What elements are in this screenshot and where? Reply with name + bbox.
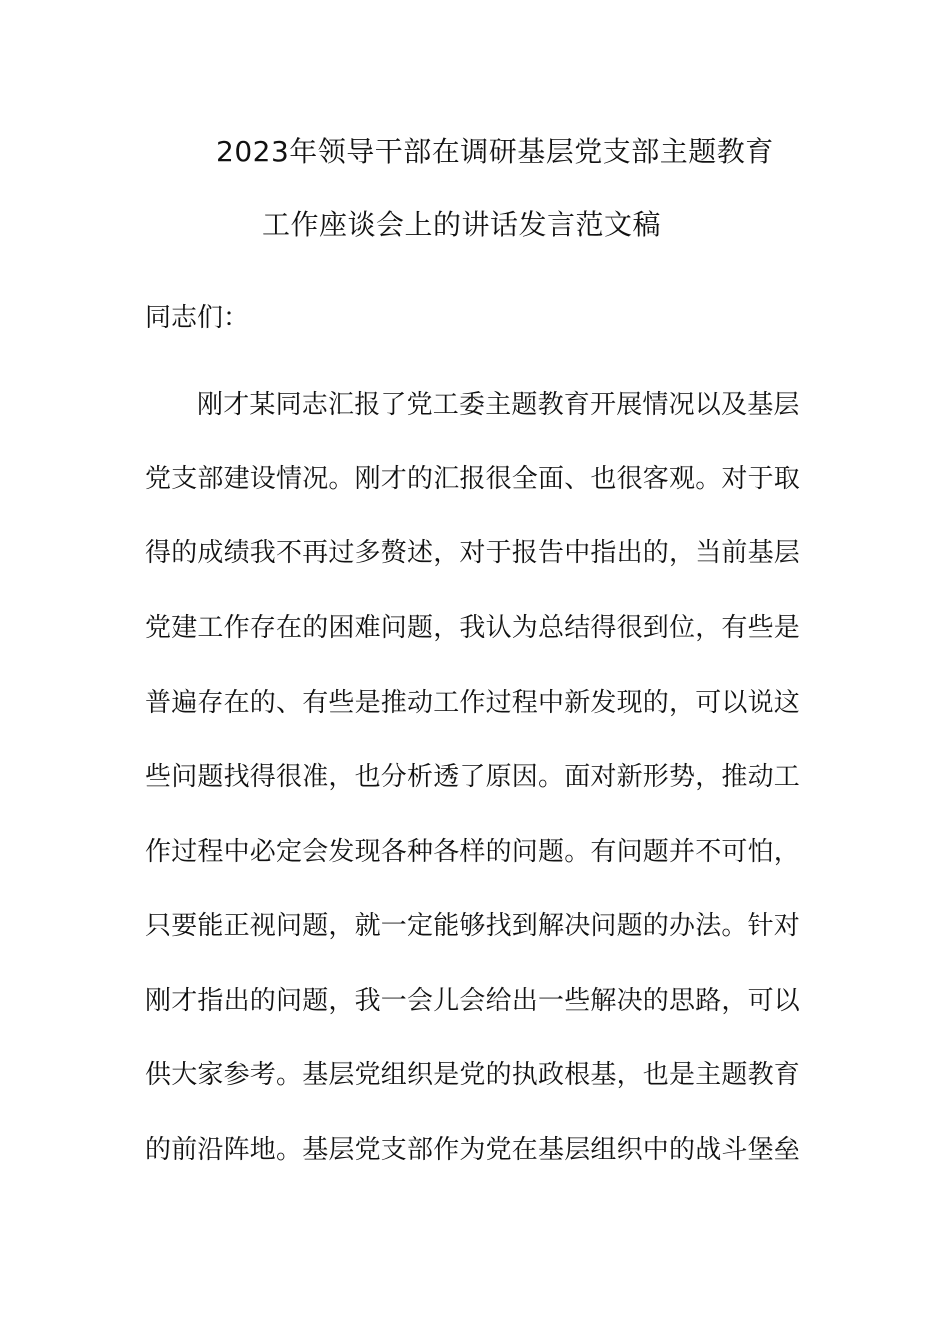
salutation: 同志们： [145, 303, 250, 333]
body-text-line-8: 只要能正视问题，就一定能够找到解决问题的办法。针对 [145, 911, 801, 941]
body-text-line-6: 些问题找得很准，也分析透了原因。面对新形势，推动工 [145, 762, 801, 792]
body-text-line-11: 的前沿阵地。基层党支部作为党在基层组织中的战斗堡垒 [145, 1135, 801, 1165]
document-title-line-2: 工作座谈会上的讲话发言范文稿 [262, 208, 662, 241]
body-text-line-4: 党建工作存在的困难问题，我认为总结得很到位，有些是 [145, 613, 801, 643]
body-text-line-2: 党支部建设情况。刚才的汇报很全面、也很客观。对于取 [145, 464, 801, 494]
body-text-line-1: 刚才某同志汇报了党工委主题教育开展情况以及基层 [197, 390, 800, 420]
body-text-line-5: 普遍存在的、有些是推动工作过程中新发现的，可以说这 [145, 688, 801, 718]
document-title-line-1: 2023年领导干部在调研基层党支部主题教育 [216, 135, 774, 168]
body-text-line-3: 得的成绩我不再过多赘述，对于报告中指出的，当前基层 [145, 538, 801, 568]
body-text-line-10: 供大家参考。基层党组织是党的执政根基，也是主题教育 [145, 1060, 801, 1090]
body-text-line-9: 刚才指出的问题，我一会儿会给出一些解决的思路，可以 [145, 986, 801, 1016]
body-text-line-7: 作过程中必定会发现各种各样的问题。有问题并不可怕， [145, 837, 801, 867]
